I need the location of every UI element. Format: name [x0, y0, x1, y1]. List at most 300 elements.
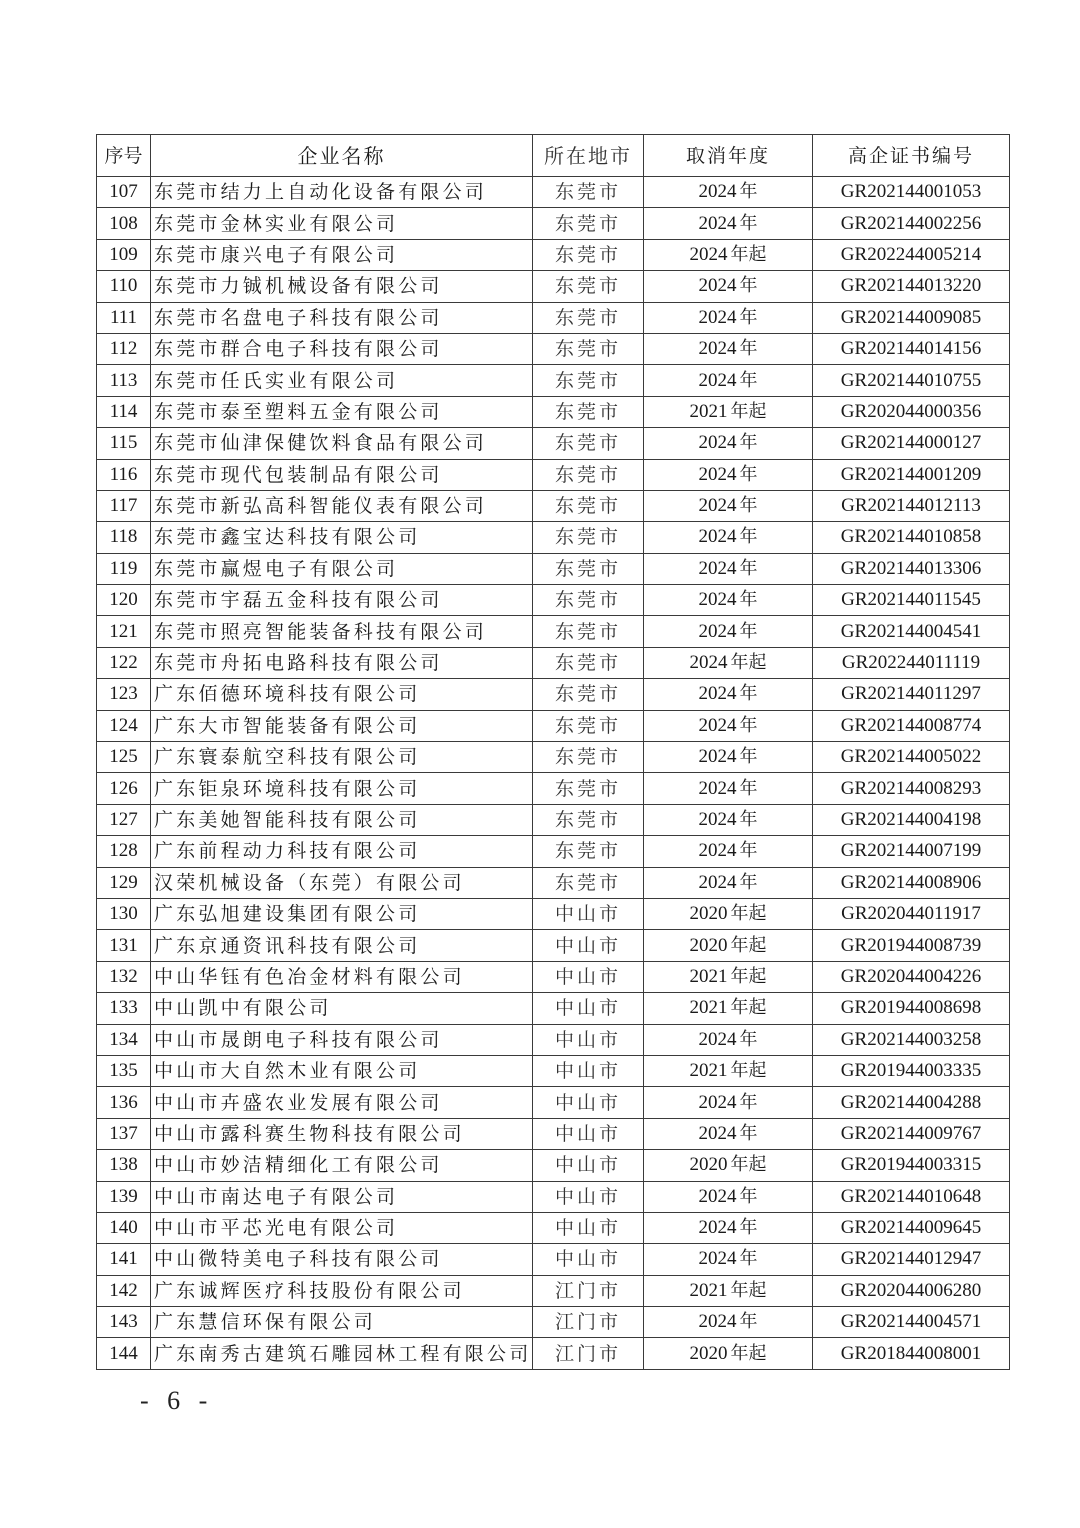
cancel-year-number: 2024 [698, 1311, 737, 1333]
cancel-year-number: 2024 [698, 1248, 737, 1270]
cancel-year-suffix: 年 [739, 1091, 758, 1113]
serial-number: 137 [97, 1118, 151, 1149]
certificate-number: GR202144013306 [813, 553, 1010, 584]
serial-number: 136 [97, 1087, 151, 1118]
city: 中山市 [533, 1055, 644, 1086]
cancel-year-suffix: 年起 [730, 243, 767, 265]
city: 中山市 [533, 993, 644, 1024]
certificate-number: GR202144010648 [813, 1181, 1010, 1212]
table-row [97, 302, 1010, 333]
serial-number: 117 [97, 490, 151, 521]
table-header-row [97, 135, 1010, 177]
serial-number: 142 [97, 1275, 151, 1306]
certificate-number: GR202244005214 [813, 239, 1010, 270]
company-name: 东莞市任氏实业有限公司 [151, 365, 533, 396]
city: 江门市 [533, 1338, 644, 1369]
cancel-year-number: 2024 [689, 652, 728, 674]
cancel-year [644, 804, 813, 835]
cancel-year-number: 2024 [698, 275, 737, 297]
header-serial-number: 序号 [97, 135, 151, 177]
table-row [97, 1150, 1010, 1181]
table-row [97, 271, 1010, 302]
city: 东莞市 [533, 365, 644, 396]
cancel-year-number: 2024 [698, 1122, 737, 1144]
serial-number: 111 [97, 302, 151, 333]
cancel-year-suffix: 年 [739, 1185, 758, 1207]
certificate-number: GR202144008906 [813, 867, 1010, 898]
company-name: 广东慧信环保有限公司 [151, 1307, 533, 1338]
cancel-year-suffix: 年 [739, 777, 758, 799]
cancel-year-number: 2024 [698, 1091, 737, 1113]
company-name: 东莞市群合电子科技有限公司 [151, 333, 533, 364]
company-name: 广东寰泰航空科技有限公司 [151, 742, 533, 773]
cancel-year-number: 2024 [698, 557, 737, 579]
company-name: 广东京通资讯科技有限公司 [151, 930, 533, 961]
serial-number: 133 [97, 993, 151, 1024]
company-name: 中山市卉盛农业发展有限公司 [151, 1087, 533, 1118]
certificate-number: GR201944008698 [813, 993, 1010, 1024]
company-name: 东莞市宇磊五金科技有限公司 [151, 585, 533, 616]
cancel-year-number: 2024 [698, 463, 737, 485]
cancel-year-suffix: 年 [739, 369, 758, 391]
cancel-year [644, 1150, 813, 1181]
cancel-year [644, 1024, 813, 1055]
cancel-year-suffix: 年 [739, 557, 758, 579]
certificate-number: GR202144012947 [813, 1244, 1010, 1275]
company-name: 广东诚辉医疗科技股份有限公司 [151, 1275, 533, 1306]
cancel-year-number: 2024 [698, 840, 737, 862]
certificate-number: GR202144004541 [813, 616, 1010, 647]
city: 东莞市 [533, 177, 644, 208]
table-row [97, 836, 1010, 867]
certificate-number: GR202144012113 [813, 490, 1010, 521]
company-name: 中山凯中有限公司 [151, 993, 533, 1024]
serial-number: 108 [97, 208, 151, 239]
table-row [97, 647, 1010, 678]
cancel-year [644, 961, 813, 992]
company-name: 东莞市现代包装制品有限公司 [151, 459, 533, 490]
serial-number: 144 [97, 1338, 151, 1369]
cancel-year-number: 2024 [698, 871, 737, 893]
serial-number: 135 [97, 1055, 151, 1086]
company-name: 东莞市康兴电子有限公司 [151, 239, 533, 270]
cancel-year [644, 490, 813, 521]
certificate-number: GR202044011917 [813, 898, 1010, 929]
city: 中山市 [533, 1244, 644, 1275]
cancel-year [644, 239, 813, 270]
cancel-year-suffix: 年起 [730, 1060, 767, 1082]
cancel-year-number: 2020 [689, 1342, 728, 1364]
cancel-year-suffix: 年 [739, 746, 758, 768]
table-row [97, 710, 1010, 741]
table-row [97, 1181, 1010, 1212]
table-row [97, 1338, 1010, 1369]
company-name: 东莞市仙津保健饮料食品有限公司 [151, 428, 533, 459]
cancel-year-number: 2024 [698, 1185, 737, 1207]
company-name: 中山市南达电子有限公司 [151, 1181, 533, 1212]
table-row [97, 773, 1010, 804]
serial-number: 128 [97, 836, 151, 867]
table-row [97, 867, 1010, 898]
table-row [97, 553, 1010, 584]
certificate-number: GR202144004571 [813, 1307, 1010, 1338]
serial-number: 140 [97, 1212, 151, 1243]
table-row [97, 428, 1010, 459]
cancel-year-number: 2021 [689, 965, 728, 987]
certificate-number: GR202044004226 [813, 961, 1010, 992]
certificate-number: GR202144003258 [813, 1024, 1010, 1055]
city: 东莞市 [533, 773, 644, 804]
cancel-year-suffix: 年 [739, 275, 758, 297]
table-row [97, 679, 1010, 710]
serial-number: 126 [97, 773, 151, 804]
city: 东莞市 [533, 679, 644, 710]
city: 中山市 [533, 1181, 644, 1212]
cancel-year-suffix: 年 [739, 432, 758, 454]
company-name: 中山市大自然木业有限公司 [151, 1055, 533, 1086]
city: 东莞市 [533, 396, 644, 427]
certificate-number: GR202144009645 [813, 1212, 1010, 1243]
cancel-year [644, 1244, 813, 1275]
city: 中山市 [533, 1150, 644, 1181]
city: 中山市 [533, 1212, 644, 1243]
cancel-year-number: 2021 [689, 997, 728, 1019]
table-row [97, 490, 1010, 521]
cancel-year-suffix: 年 [739, 1028, 758, 1050]
company-name: 广东佰德环境科技有限公司 [151, 679, 533, 710]
cancel-year [644, 522, 813, 553]
serial-number: 123 [97, 679, 151, 710]
cancel-year [644, 742, 813, 773]
cancelled-enterprise-table [96, 134, 1010, 1370]
page-number: - 6 - [140, 1386, 214, 1415]
certificate-number: GR202144010858 [813, 522, 1010, 553]
cancel-year [644, 679, 813, 710]
cancel-year [644, 1307, 813, 1338]
cancel-year [644, 459, 813, 490]
serial-number: 107 [97, 177, 151, 208]
table-row [97, 1244, 1010, 1275]
cancel-year-suffix: 年起 [730, 1154, 767, 1176]
cancel-year [644, 585, 813, 616]
city: 东莞市 [533, 585, 644, 616]
company-name: 中山市晟朗电子科技有限公司 [151, 1024, 533, 1055]
cancel-year-number: 2024 [698, 306, 737, 328]
cancel-year [644, 396, 813, 427]
company-name: 广东大市智能装备有限公司 [151, 710, 533, 741]
city: 江门市 [533, 1307, 644, 1338]
cancel-year-number: 2024 [698, 683, 737, 705]
serial-number: 139 [97, 1181, 151, 1212]
serial-number: 113 [97, 365, 151, 396]
certificate-number: GR202144009767 [813, 1118, 1010, 1149]
cancel-year-suffix: 年 [739, 495, 758, 517]
company-name: 汉荣机械设备（东莞）有限公司 [151, 867, 533, 898]
serial-number: 115 [97, 428, 151, 459]
company-name: 广东钜泉环境科技有限公司 [151, 773, 533, 804]
cancel-year [644, 993, 813, 1024]
cancel-year-number: 2024 [698, 746, 737, 768]
header-city: 所在地市 [533, 135, 644, 177]
serial-number: 125 [97, 742, 151, 773]
serial-number: 114 [97, 396, 151, 427]
certificate-number: GR201944003335 [813, 1055, 1010, 1086]
city: 东莞市 [533, 710, 644, 741]
cancel-year-number: 2024 [698, 620, 737, 642]
city: 中山市 [533, 1087, 644, 1118]
cancel-year-suffix: 年 [739, 620, 758, 642]
cancel-year-number: 2024 [698, 714, 737, 736]
cancel-year-suffix: 年 [739, 181, 758, 203]
company-name: 东莞市鑫宝达科技有限公司 [151, 522, 533, 553]
cancel-year-suffix: 年 [739, 714, 758, 736]
cancel-year-number: 2021 [689, 1279, 728, 1301]
serial-number: 138 [97, 1150, 151, 1181]
serial-number: 134 [97, 1024, 151, 1055]
certificate-number: GR201944003315 [813, 1150, 1010, 1181]
table-row [97, 804, 1010, 835]
company-name: 中山华钰有色冶金材料有限公司 [151, 961, 533, 992]
city: 东莞市 [533, 804, 644, 835]
cancel-year-suffix: 年 [739, 306, 758, 328]
table-body [97, 177, 1010, 1370]
city: 东莞市 [533, 271, 644, 302]
cancel-year-suffix: 年起 [730, 997, 767, 1019]
cancel-year-number: 2021 [689, 1060, 728, 1082]
cancel-year-suffix: 年起 [730, 1342, 767, 1364]
city: 东莞市 [533, 459, 644, 490]
company-name: 广东弘旭建设集团有限公司 [151, 898, 533, 929]
header-company-name: 企业名称 [151, 135, 533, 177]
certificate-number: GR202144011545 [813, 585, 1010, 616]
certificate-number: GR202144001053 [813, 177, 1010, 208]
certificate-number: GR202144011297 [813, 679, 1010, 710]
cancel-year-suffix: 年 [739, 1248, 758, 1270]
cancel-year-suffix: 年起 [730, 652, 767, 674]
certificate-number: GR202144007199 [813, 836, 1010, 867]
cancel-year [644, 365, 813, 396]
serial-number: 122 [97, 647, 151, 678]
certificate-number: GR202144001209 [813, 459, 1010, 490]
company-name: 东莞市金林实业有限公司 [151, 208, 533, 239]
certificate-number: GR202244011119 [813, 647, 1010, 678]
cancel-year [644, 177, 813, 208]
serial-number: 124 [97, 710, 151, 741]
cancel-year-suffix: 年 [739, 871, 758, 893]
city: 东莞市 [533, 490, 644, 521]
cancel-year-number: 2024 [698, 1028, 737, 1050]
cancel-year-suffix: 年 [739, 589, 758, 611]
cancel-year [644, 1055, 813, 1086]
cancel-year-suffix: 年 [739, 1122, 758, 1144]
certificate-number: GR202144008293 [813, 773, 1010, 804]
cancel-year-suffix: 年起 [730, 934, 767, 956]
cancel-year-number: 2024 [698, 181, 737, 203]
city: 东莞市 [533, 836, 644, 867]
cancel-year [644, 930, 813, 961]
company-name: 东莞市新弘高科智能仪表有限公司 [151, 490, 533, 521]
city: 东莞市 [533, 428, 644, 459]
table-row [97, 1275, 1010, 1306]
cancel-year [644, 1275, 813, 1306]
table-row [97, 1055, 1010, 1086]
cancel-year-suffix: 年 [739, 463, 758, 485]
cancel-year-number: 2024 [698, 369, 737, 391]
certificate-number: GR202144009085 [813, 302, 1010, 333]
cancel-year [644, 428, 813, 459]
company-name: 中山市妙洁精细化工有限公司 [151, 1150, 533, 1181]
serial-number: 119 [97, 553, 151, 584]
certificate-number: GR202044006280 [813, 1275, 1010, 1306]
cancel-year-number: 2024 [698, 432, 737, 454]
table-row [97, 585, 1010, 616]
certificate-number: GR202144013220 [813, 271, 1010, 302]
company-name: 中山微特美电子科技有限公司 [151, 1244, 533, 1275]
cancel-year-suffix: 年 [739, 338, 758, 360]
city: 东莞市 [533, 867, 644, 898]
cancel-year-suffix: 年起 [730, 1279, 767, 1301]
table-row [97, 365, 1010, 396]
city: 江门市 [533, 1275, 644, 1306]
serial-number: 121 [97, 616, 151, 647]
city: 中山市 [533, 930, 644, 961]
company-name: 东莞市结力上自动化设备有限公司 [151, 177, 533, 208]
table-row [97, 993, 1010, 1024]
table-row [97, 459, 1010, 490]
table-row [97, 239, 1010, 270]
table-row [97, 930, 1010, 961]
cancel-year-number: 2024 [698, 777, 737, 799]
cancel-year [644, 616, 813, 647]
city: 中山市 [533, 961, 644, 992]
cancel-year-number: 2024 [689, 243, 728, 265]
city: 东莞市 [533, 522, 644, 553]
table-row [97, 1087, 1010, 1118]
cancel-year [644, 647, 813, 678]
serial-number: 129 [97, 867, 151, 898]
certificate-number: GR202144004288 [813, 1087, 1010, 1118]
city: 中山市 [533, 898, 644, 929]
table-row [97, 961, 1010, 992]
cancel-year-number: 2024 [698, 338, 737, 360]
cancel-year [644, 1181, 813, 1212]
city: 东莞市 [533, 208, 644, 239]
cancel-year-suffix: 年 [739, 1311, 758, 1333]
cancel-year [644, 773, 813, 804]
company-name: 广东前程动力科技有限公司 [151, 836, 533, 867]
company-name: 广东南秀古建筑石雕园林工程有限公司 [151, 1338, 533, 1369]
table-row [97, 1118, 1010, 1149]
serial-number: 143 [97, 1307, 151, 1338]
table-row [97, 742, 1010, 773]
cancel-year-number: 2024 [698, 212, 737, 234]
cancel-year [644, 1338, 813, 1369]
certificate-number: GR202144000127 [813, 428, 1010, 459]
certificate-number: GR201944008739 [813, 930, 1010, 961]
company-name: 东莞市泰至塑料五金有限公司 [151, 396, 533, 427]
cancel-year-suffix: 年 [739, 212, 758, 234]
table-row [97, 1307, 1010, 1338]
certificate-number: GR201844008001 [813, 1338, 1010, 1369]
serial-number: 120 [97, 585, 151, 616]
table-row [97, 396, 1010, 427]
cancel-year-number: 2020 [689, 903, 728, 925]
company-name: 东莞市赢煜电子有限公司 [151, 553, 533, 584]
table-row [97, 522, 1010, 553]
table-row [97, 208, 1010, 239]
cancel-year-number: 2024 [698, 809, 737, 830]
city: 东莞市 [533, 616, 644, 647]
city: 东莞市 [533, 302, 644, 333]
cancel-year [644, 302, 813, 333]
company-name: 东莞市照亮智能装备科技有限公司 [151, 616, 533, 647]
serial-number: 116 [97, 459, 151, 490]
serial-number: 112 [97, 333, 151, 364]
certificate-number: GR202144010755 [813, 365, 1010, 396]
city: 东莞市 [533, 333, 644, 364]
cancel-year [644, 867, 813, 898]
cancel-year [644, 208, 813, 239]
header-cancel-year: 取消年度 [644, 135, 813, 177]
company-name: 中山市平芯光电有限公司 [151, 1212, 533, 1243]
certificate-number: GR202144008774 [813, 710, 1010, 741]
company-name: 中山市露科赛生物科技有限公司 [151, 1118, 533, 1149]
company-name: 东莞市名盘电子科技有限公司 [151, 302, 533, 333]
serial-number: 132 [97, 961, 151, 992]
table-row [97, 177, 1010, 208]
city: 东莞市 [533, 742, 644, 773]
serial-number: 118 [97, 522, 151, 553]
city: 中山市 [533, 1024, 644, 1055]
cancel-year-number: 2020 [689, 1154, 728, 1176]
cancel-year-number: 2024 [698, 1217, 737, 1239]
company-name: 广东美她智能科技有限公司 [151, 804, 533, 835]
cancel-year-suffix: 年起 [730, 903, 767, 925]
cancel-year-suffix: 年 [739, 1217, 758, 1239]
cancel-year-number: 2021 [689, 400, 728, 422]
serial-number: 109 [97, 239, 151, 270]
cancel-year [644, 836, 813, 867]
table-row [97, 898, 1010, 929]
header-certificate-number: 高企证书编号 [813, 135, 1010, 177]
table-row [97, 1212, 1010, 1243]
cancel-year [644, 1212, 813, 1243]
serial-number: 141 [97, 1244, 151, 1275]
certificate-number: GR202144005022 [813, 742, 1010, 773]
cancel-year-suffix: 年 [739, 683, 758, 705]
serial-number: 127 [97, 804, 151, 835]
serial-number: 110 [97, 271, 151, 302]
cancel-year-number: 2020 [689, 934, 728, 956]
certificate-number: GR202144004198 [813, 804, 1010, 835]
table-row [97, 1024, 1010, 1055]
table-row [97, 616, 1010, 647]
certificate-number: GR202144014156 [813, 333, 1010, 364]
city: 东莞市 [533, 553, 644, 584]
cancel-year-suffix: 年起 [730, 400, 767, 422]
city: 东莞市 [533, 239, 644, 270]
company-name: 东莞市舟拓电路科技有限公司 [151, 647, 533, 678]
serial-number: 131 [97, 930, 151, 961]
table-row [97, 333, 1010, 364]
cancel-year [644, 553, 813, 584]
cancel-year-suffix: 年 [739, 526, 758, 548]
cancel-year [644, 710, 813, 741]
cancel-year-suffix: 年起 [730, 965, 767, 987]
cancel-year-suffix: 年 [739, 840, 758, 862]
company-name: 东莞市力铖机械设备有限公司 [151, 271, 533, 302]
cancel-year-number: 2024 [698, 526, 737, 548]
